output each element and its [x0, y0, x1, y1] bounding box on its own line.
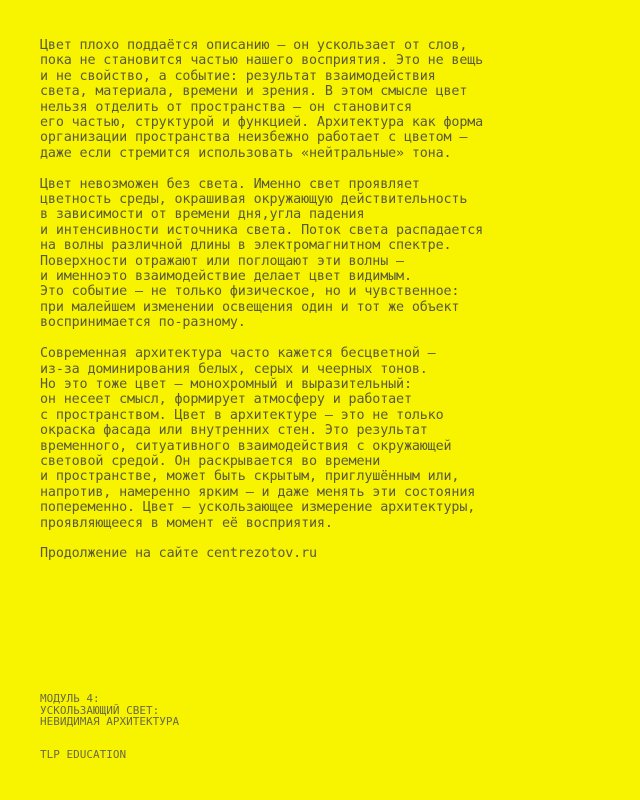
text-line: на волны различной длины в электромагнитном спектре.	[40, 238, 452, 254]
article-body	[40, 38, 600, 577]
text-line: он несеет смысл, формирует атмосферу и работает	[40, 392, 412, 408]
paragraph-1	[40, 38, 600, 161]
text-line: организации пространства неизбежно работает с цветом —	[40, 130, 468, 146]
text-line: нельзя отделить от пространства — он становится	[40, 99, 412, 115]
module-number: МОДУЛЬ 4:	[40, 692, 100, 705]
text-line: света, материала, времени и зрения. В этом смысле цвет	[40, 84, 468, 100]
text-line: световой средой. Он раскрывается во времени	[40, 453, 381, 469]
text-line: воспринимается по-разному.	[40, 315, 246, 331]
text-line: Это событие — не только физическое, но и чувственное:	[40, 284, 460, 300]
text-line: проявляющееся в момент её восприятия.	[40, 515, 333, 531]
module-title-line-1: УСКОЛЬЗАЮЩИЙ СВЕТ:	[40, 703, 160, 717]
module-title	[40, 693, 179, 728]
text-line: в зависимости от времени дня,угла падения	[40, 207, 365, 223]
text-line: Поверхности отражают или поглощают эти волны —	[40, 253, 404, 269]
text-line: Но это тоже цвет — монохромный и выразительный:	[40, 376, 412, 392]
text-line: напротив, намеренно ярким — и даже менять эти состояния	[40, 484, 476, 500]
text-line: даже если стремится использовать «нейтральные» тона.	[40, 145, 452, 161]
text-line: попеременно. Цвет — ускользающее измерение архитектуры,	[40, 500, 476, 516]
text-line: его частью, структурой и функцией. Архитектура как форма	[40, 115, 484, 131]
text-line: цветность среды, окрашивая окружающую действительность	[40, 192, 468, 208]
text-line: временного, ситуативного взаимодействия с окружающей	[40, 438, 452, 454]
text-line: пока не становится частью нашего восприятия. Это не вещь	[40, 53, 484, 69]
text-line: и не свойство, а событие: результат взаимодействия	[40, 68, 436, 84]
brand-label: TLP EDUCATION	[40, 748, 127, 761]
text-line: и интенсивности источника света. Поток света распадается	[40, 222, 484, 238]
text-line: и пространстве, может быть скрытым, приглушённым или,	[40, 469, 460, 485]
text-line: Цвет плохо поддаётся описанию — он ускользает от слов,	[40, 38, 468, 53]
text-line: окраска фасада или внутренних стен. Это результат	[40, 423, 428, 439]
paragraph-2	[40, 177, 600, 331]
continue-link-text: Продолжение на сайте centrezotov.ru	[40, 546, 317, 562]
text-line: и именноэто взаимодействие делает цвет видимым.	[40, 269, 412, 285]
text-line: из-за доминирования белых, серых и чеерных тонов.	[40, 361, 428, 377]
module-title-line-2: НЕВИДИМАЯ АРХИТЕКТУРА	[40, 715, 180, 729]
text-line: Цвет невозможен без света. Именно свет проявляет	[40, 176, 420, 192]
text-line: Современная архитектура часто кажется бесцветной —	[40, 346, 436, 362]
paragraph-3	[40, 346, 600, 531]
continue-note	[40, 546, 600, 561]
text-line: с пространством. Цвет в архитектуре — это не только	[40, 407, 444, 423]
text-line: при малейшем изменении освещения один и тот же объект	[40, 299, 460, 315]
